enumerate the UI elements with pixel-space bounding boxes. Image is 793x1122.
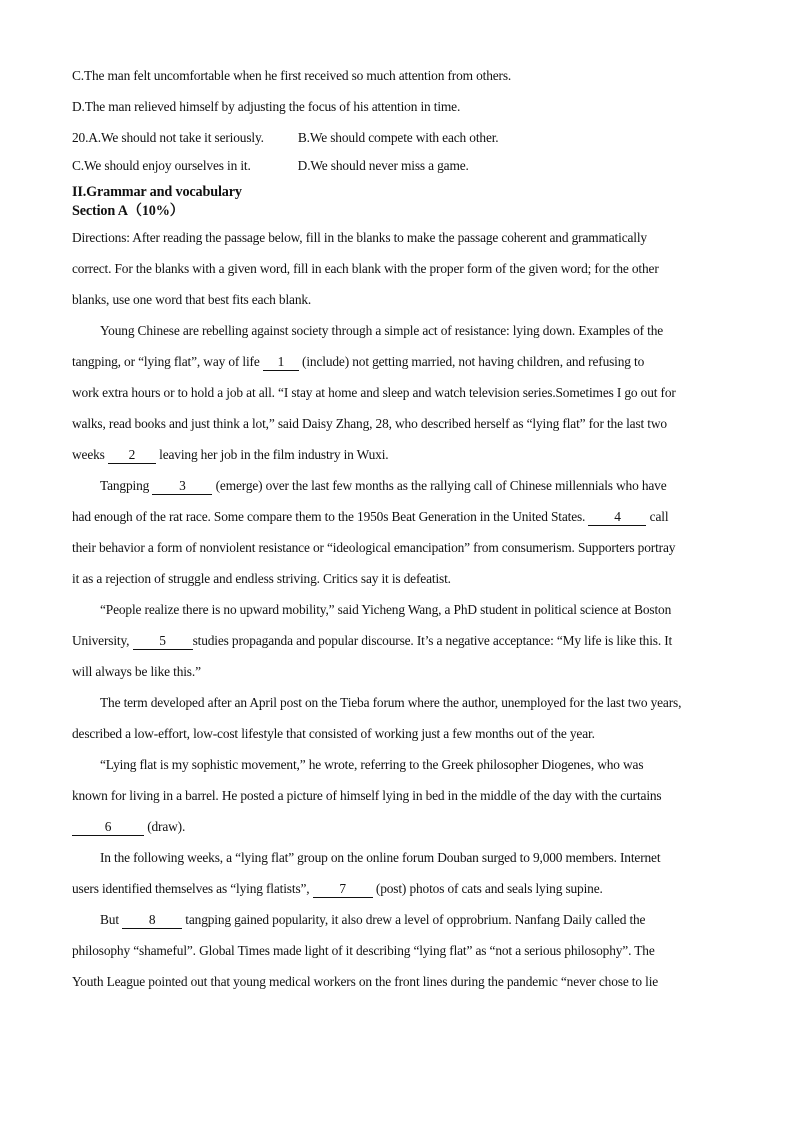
text-segment: had enough of the rat race. Some compare them to the 1950s Beat Generation in the United States.: [72, 509, 589, 524]
text-segment: users identified themselves as “lying flatists”,: [72, 881, 313, 896]
blank-2[interactable]: 2: [108, 447, 156, 464]
passage-p3-line-1: “People realize there is no upward mobility,” said Yicheng Wang, a PhD student in political science at Boston: [100, 602, 672, 617]
text-segment: (emerge) over the last few months as the rallying call of Chinese millennials who have: [212, 478, 667, 493]
passage-p3-line-3: will always be like this.”: [72, 664, 201, 679]
passage-p7-line-2: philosophy “shameful”. Global Times made light of it describing “lying flat” as “not a serious philosophy”. The: [72, 943, 655, 958]
question-20-options-cd: [72, 157, 732, 181]
passage-p5-line-1: “Lying flat is my sophistic movement,” he wrote, referring to the Greek philosopher Diogenes, who was: [100, 757, 644, 772]
option-20a: 20.A.We should not take it seriously.: [72, 130, 264, 145]
text-segment: leaving her job in the film industry in Wuxi.: [155, 447, 389, 462]
text-segment: studies propaganda and popular discourse. It’s a negative acceptance: “My life is like this. It: [192, 633, 673, 648]
passage-p3-line-2: [72, 629, 732, 660]
passage-p1-line-3: work extra hours or to hold a job at all. “I stay at home and sleep and watch television series.Sometimes I go out for: [72, 385, 676, 400]
blank-8[interactable]: 8: [122, 912, 182, 929]
option-19d: D.The man relieved himself by adjusting the focus of his attention in time.: [72, 99, 461, 114]
passage-p7-line-3: Youth League pointed out that young medical workers on the front lines during the pandemic “never chose to lie: [72, 974, 659, 989]
passage-p2-line-2: [72, 505, 732, 536]
text-segment: Tangping: [100, 478, 153, 493]
passage-p6-line-2: [72, 877, 732, 908]
passage-p2-line-1: [72, 474, 732, 505]
text-segment: University,: [72, 633, 133, 648]
passage-p1-line-4: walks, read books and just think a lot,” said Daisy Zhang, 28, who described herself as “lying flat” for the last two: [72, 416, 667, 431]
directions-line-1: Directions: After reading the passage below, fill in the blanks to make the passage coherent and grammatically: [72, 230, 647, 245]
blank-5[interactable]: 5: [133, 633, 193, 650]
text-segment: But: [100, 912, 123, 927]
blank-3[interactable]: 3: [152, 478, 212, 495]
passage-p1-line-5: [72, 443, 732, 474]
document-page: [72, 64, 732, 1001]
text-segment: (post) photos of cats and seals lying supine.: [372, 881, 603, 896]
question-20-options-ab: [72, 126, 732, 157]
part-title: II.Grammar and vocabulary: [72, 184, 242, 200]
blank-6[interactable]: 6: [72, 819, 144, 836]
passage-p2-line-4: it as a rejection of struggle and endless striving. Critics say it is defeatist.: [72, 571, 451, 586]
passage-p5-line-3: [72, 815, 732, 846]
passage-p5-line-2: known for living in a barrel. He posted a picture of himself lying in bed in the middle of the day with the curtains: [72, 788, 662, 803]
passage-p2-line-3: their behavior a form of nonviolent resistance or “ideological emancipation” from consumerism. Supporters portray: [72, 540, 676, 555]
option-20c: C.We should enjoy ourselves in it.: [72, 158, 251, 173]
option-19c: C.The man felt uncomfortable when he first received so much attention from others.: [72, 68, 512, 83]
passage-p6-line-1: In the following weeks, a “lying flat” group on the online forum Douban surged to 9,000 members. Internet: [100, 850, 661, 865]
blank-4[interactable]: 4: [588, 509, 646, 526]
text-segment: weeks: [72, 447, 108, 462]
passage-p7-line-1: [72, 908, 732, 939]
blank-1[interactable]: 1: [263, 354, 299, 371]
text-segment: tangping, or “lying flat”, way of life: [72, 354, 263, 369]
passage-p4-line-1: The term developed after an April post on the Tieba forum where the author, unemployed for the last two years,: [100, 695, 682, 710]
blank-7[interactable]: 7: [313, 881, 373, 898]
option-20d: D.We should never miss a game.: [297, 158, 469, 173]
text-segment: tangping gained popularity, it also drew a level of opprobrium. Nanfang Daily called the: [182, 912, 646, 927]
passage-p1-line-1: Young Chinese are rebelling against society through a simple act of resistance: lying down. Examples of the: [100, 323, 664, 338]
directions-line-2: correct. For the blanks with a given word, fill in each blank with the proper form of the given word; for the other: [72, 261, 659, 276]
option-20b: B.We should compete with each other.: [297, 130, 499, 145]
text-segment: (draw).: [144, 819, 186, 834]
text-segment: (include) not getting married, not having children, and refusing to: [298, 354, 645, 369]
directions-line-3: blanks, use one word that best fits each blank.: [72, 292, 312, 307]
passage-p4-line-2: described a low-effort, low-cost lifestyle that consisted of working just a few months out of the year.: [72, 726, 595, 741]
section-title: Section A（10%）: [72, 203, 184, 219]
text-segment: call: [646, 509, 669, 524]
passage-p1-line-2: [72, 350, 732, 381]
